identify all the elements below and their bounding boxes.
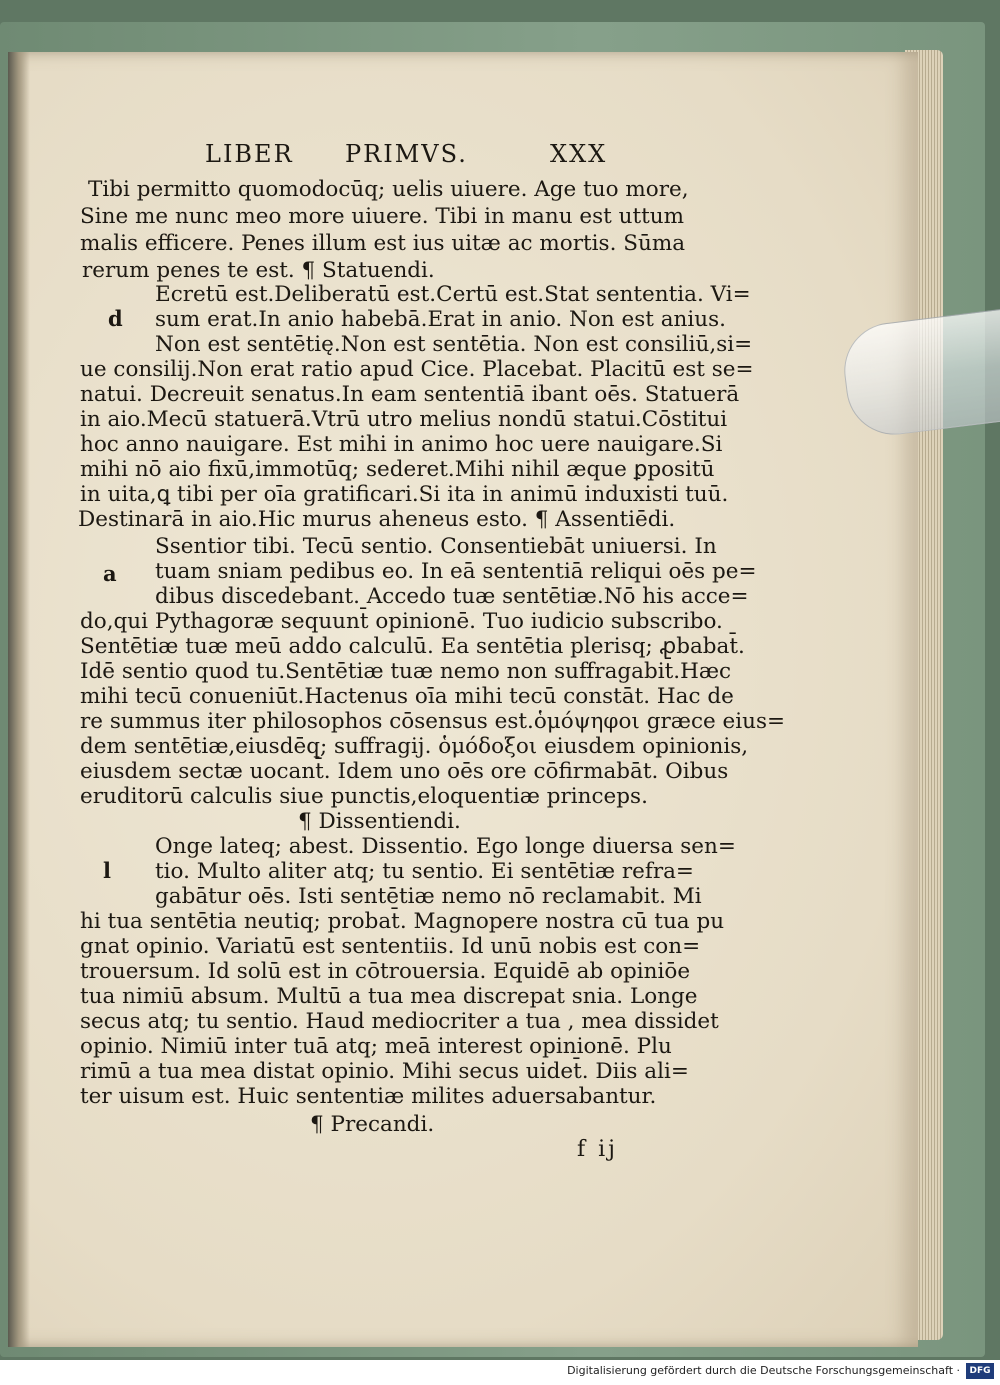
running-header bbox=[205, 140, 625, 170]
text-line: re summus iter philosophos cōsensus est.ὁμόψηφοι græce eius= bbox=[80, 709, 786, 734]
text-line: ue consilij.Non erat ratio apud Cice. Placebat. Placitū est se= bbox=[80, 357, 754, 382]
text-line: malis efficere. Penes illum est ius uitæ ac mortis. Sūma bbox=[80, 231, 686, 256]
text-line: natui. Decreuit senatus.In eam sententiā ibant oēs. Statuerā bbox=[80, 382, 740, 407]
header-left: LIBER bbox=[205, 140, 294, 168]
text-line: do,qui Pythagoræ sequunt̄ opinionē. Tuo iudicio subscribo. bbox=[80, 609, 723, 634]
text-line: tio. Multo aliter atq; tu sentio. Ei sentētiæ refra= bbox=[155, 859, 694, 884]
text-line: Ecretū est.Deliberatū est.Certū est.Stat sententia. Vi= bbox=[155, 282, 751, 307]
text-line: dem sentētiæ,eiusdēq; suffragij. ὁμόδοξοι eiusdem opinionis, bbox=[80, 734, 749, 759]
text-line: Sine me nunc meo more uiuere. Tibi in manu est uttum bbox=[80, 204, 684, 229]
marginal-letter: d bbox=[108, 306, 123, 331]
text-line: secus atq; tu sentio. Haud mediocriter a tua , mea dissidet bbox=[80, 1009, 719, 1034]
text-line: trouersum. Id solū est in cōtrouersia. Equidē ab opiniōe bbox=[80, 959, 691, 984]
marginal-letter: l bbox=[103, 858, 111, 883]
header-center: PRIMVS. bbox=[345, 140, 468, 168]
text-line: gabātur oēs. Isti sentētiæ nemo nō reclamabit. Mi bbox=[155, 884, 702, 909]
footer-credit: Digitalisierung gefördert durch die Deutsche Forschungsgemeinschaft · bbox=[567, 1364, 960, 1377]
text-line: rimū a tua mea distat opinio. Mihi secus uidet̄. Diis ali= bbox=[80, 1059, 689, 1084]
text-line: mihi nō aio fixū,immotūq; sederet.Mihi nihil æque ꝑpositū bbox=[80, 457, 715, 482]
folio-number: XXX bbox=[550, 140, 608, 168]
text-line: Destinarā in aio.Hic murus aheneus esto. ¶ Assentiēdi. bbox=[78, 507, 676, 532]
section-heading: ¶ Precandi. bbox=[310, 1112, 435, 1137]
footer-bar bbox=[0, 1360, 1000, 1385]
text-line: mihi tecū conueniūt.Hactenus oīa mihi tecū constāt. Hac de bbox=[80, 684, 734, 709]
text-line: gnat opinio. Variatū est sententiis. Id unū nobis est con= bbox=[80, 934, 701, 959]
text-line: Sentētiæ tuæ meū addo calculū. Ea sentētia plerisq; ꝓbabat̄. bbox=[80, 634, 745, 659]
text-line: opinio. Nimiū inter tuā atq; meā interest opinionē. Plu bbox=[80, 1034, 672, 1059]
text-line: dibus discedebant. Accedo tuæ sentētiæ.Nō his acce= bbox=[155, 584, 749, 609]
text-line: tuam sniam pedibus eo. In eā sententiā reliqui oēs pe= bbox=[155, 559, 757, 584]
marginal-letter: a bbox=[103, 561, 117, 586]
text-line: tua nimiū absum. Multū a tua mea discrepat snia. Longe bbox=[80, 984, 698, 1009]
signature-mark: f ij bbox=[577, 1137, 618, 1162]
text-line: eiusdem sectæ uocant̄. Idem uno oēs ore cōfirmabāt. Oibus bbox=[80, 759, 729, 784]
text-line: in uita,ꝗ tibi per oīa gratificari.Si ita in animū induxisti tuū. bbox=[80, 482, 729, 507]
text-line: hoc anno nauigare. Est mihi in animo hoc uere nauigare.Si bbox=[80, 432, 723, 457]
text-line: eruditorū calculis siue punctis,eloquentiæ princeps. bbox=[80, 784, 648, 809]
text-line: Tibi permitto quomodocūq; uelis uiuere. Age tuo more, bbox=[88, 177, 689, 202]
text-line: hi tua sentētia neutiq; probat̄. Magnopere nostra cū tua pu bbox=[80, 909, 725, 934]
section-heading: ¶ Dissentiendi. bbox=[298, 809, 461, 834]
text-line: sum erat.In anio habebā.Erat in anio. Non est anius. bbox=[155, 307, 726, 332]
text-line: Idē sentio quod tu.Sentētiæ tuæ nemo non suffragabit̄.Hæc bbox=[80, 659, 732, 684]
text-line: Non est sentētię.Non est sentētia. Non est consiliū,si= bbox=[155, 332, 753, 357]
text-line: rerum penes te est. ¶ Statuendi. bbox=[82, 258, 435, 283]
text-line: ter uisum est. Huic sententiæ milites aduersabantur. bbox=[80, 1084, 657, 1109]
text-line: Onge lateq; abest. Dissentio. Ego longe diuersa sen= bbox=[155, 834, 736, 859]
page-gutter bbox=[8, 52, 30, 1347]
text-line: Ssentior tibi. Tecū sentio. Consentiebāt uniuersi. In bbox=[155, 534, 717, 559]
text-line: in aio.Mecū statuerā.Vtrū utro melius nondū statui.Cōstitui bbox=[80, 407, 728, 432]
dfg-logo-icon: DFG bbox=[966, 1363, 994, 1379]
